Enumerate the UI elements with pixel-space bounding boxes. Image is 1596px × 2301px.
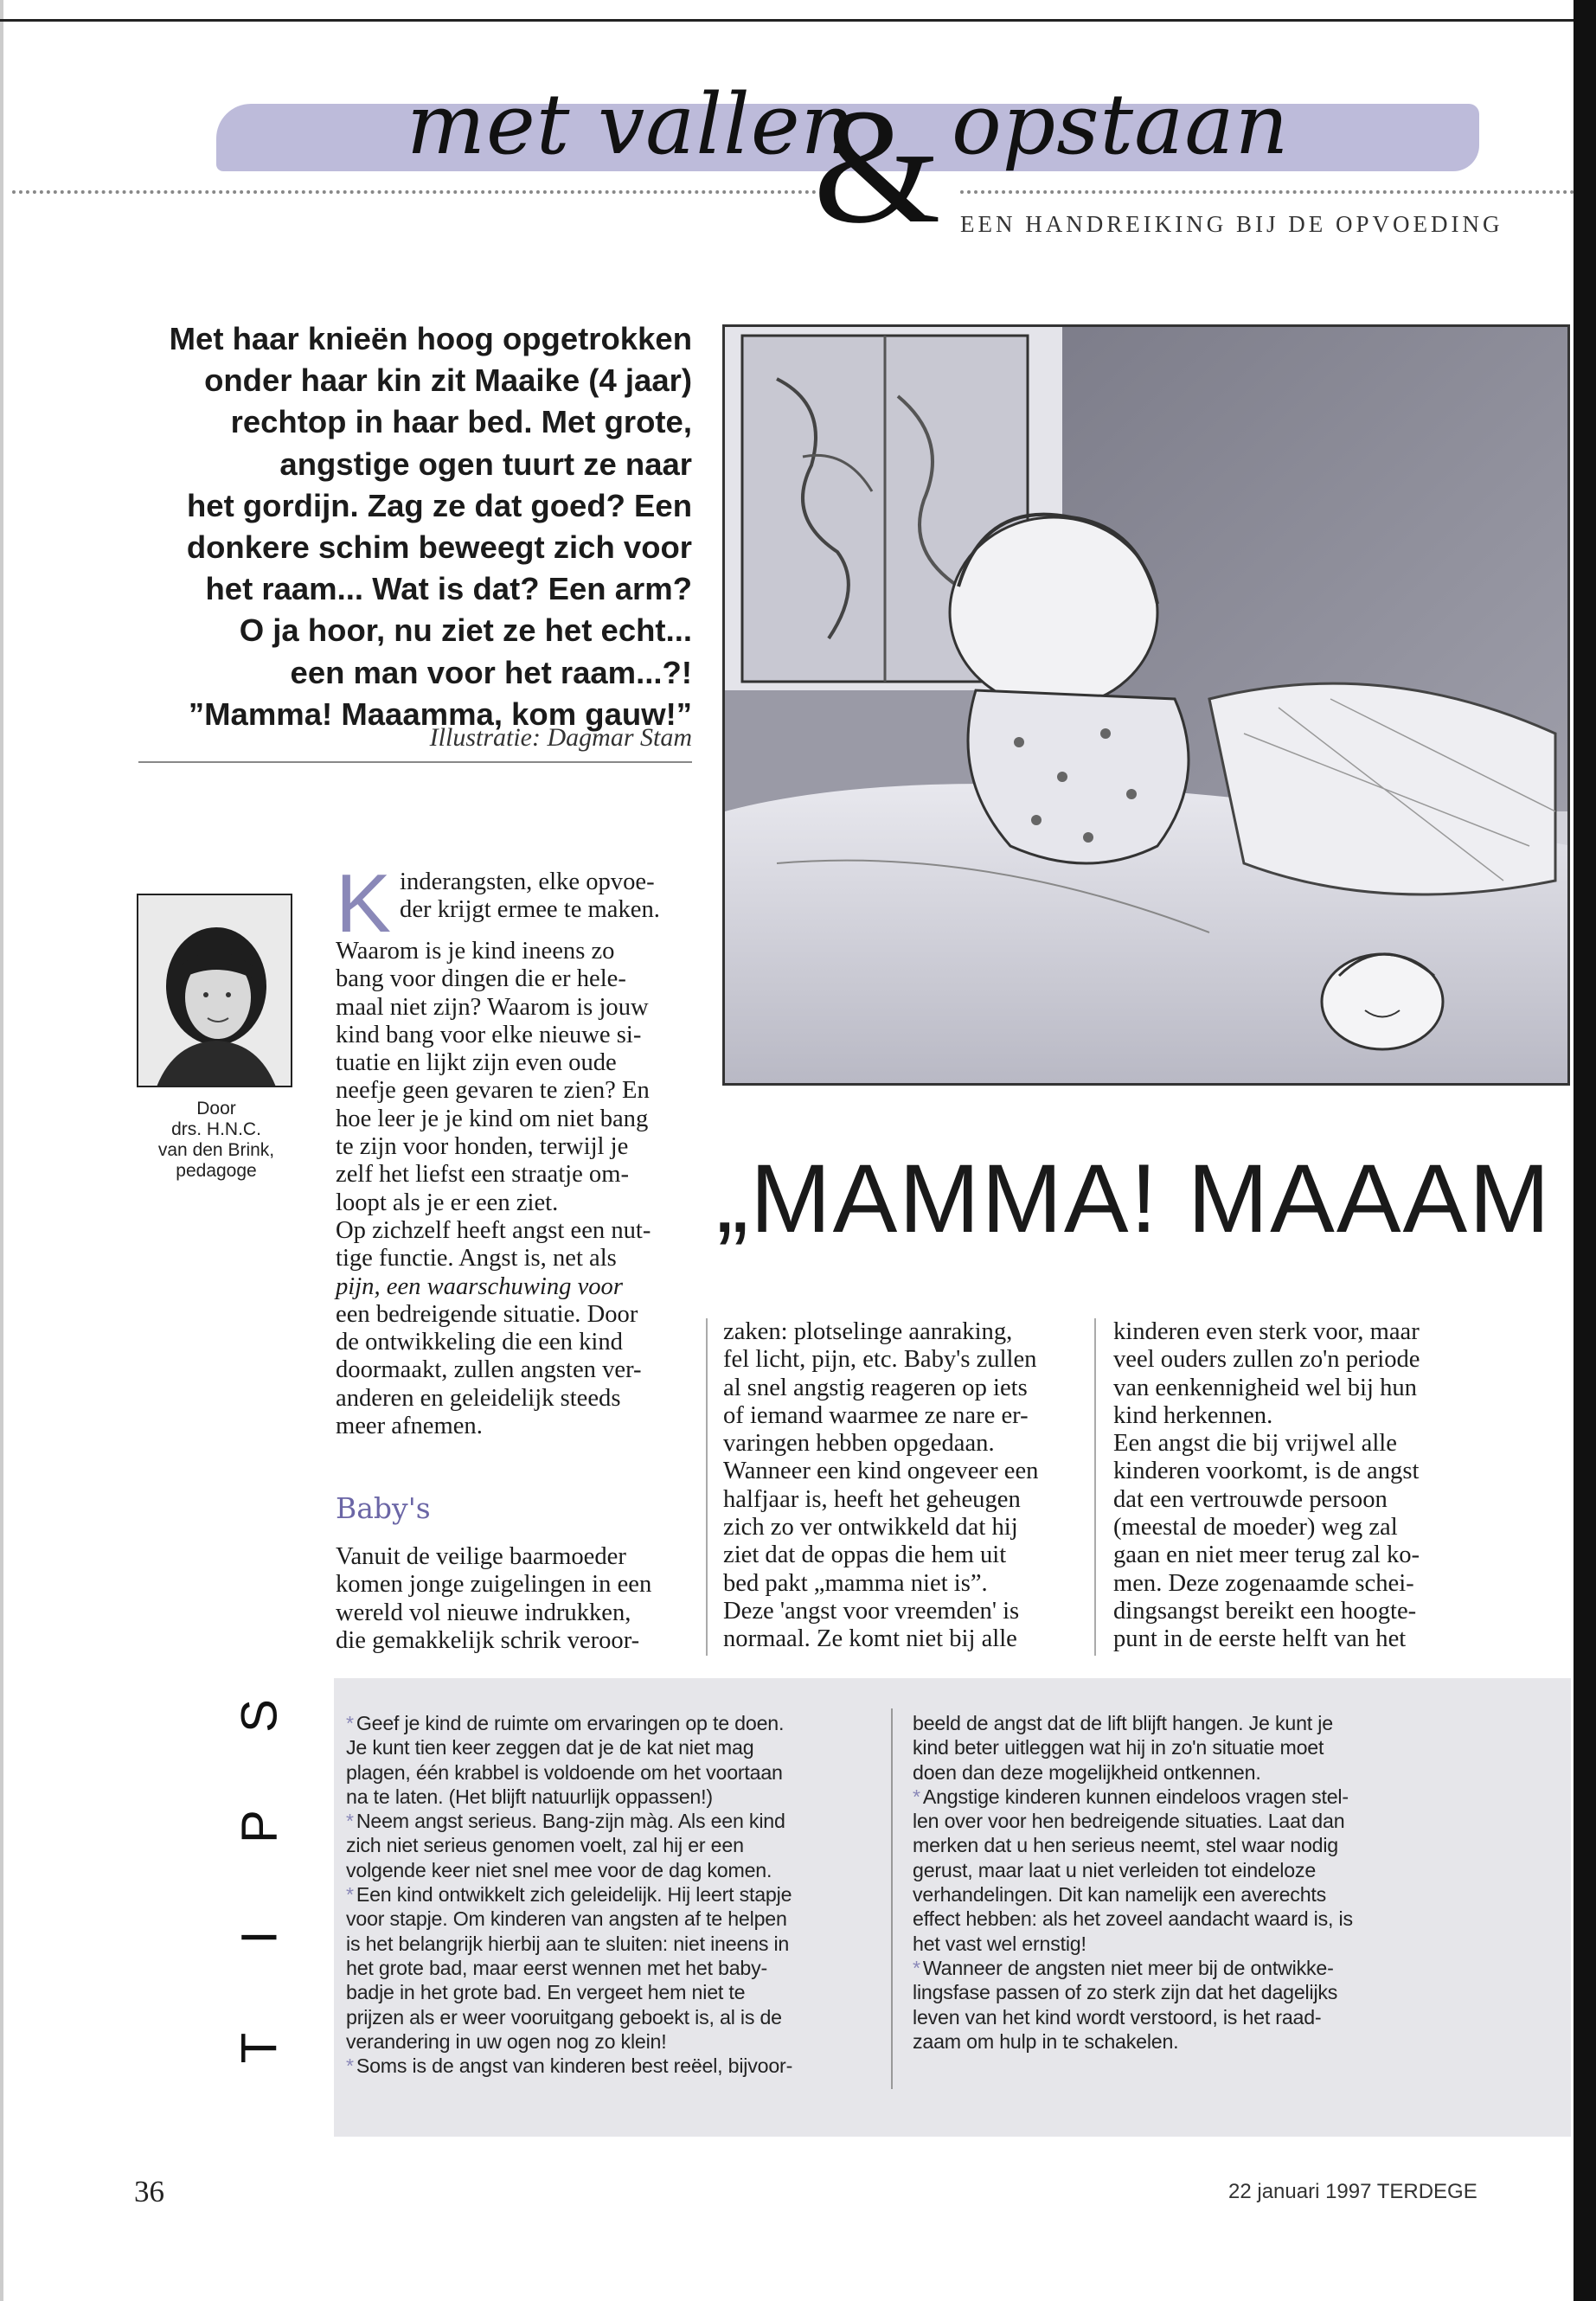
portrait-drawing <box>138 895 292 1087</box>
body-line: pijn, een waarschuwing voor <box>336 1272 623 1300</box>
body-line: punt in de eerste helft van het <box>1113 1625 1407 1653</box>
tips-line <box>913 1956 1397 1980</box>
issue-date: 22 januari 1997 TERDEGE <box>1228 2180 1477 2203</box>
body-line: zich zo ver ontwikkeld dat hij <box>723 1514 1018 1541</box>
header-ampersand: & <box>813 76 941 258</box>
body-line: gaan en niet meer terug zal ko- <box>1113 1541 1420 1569</box>
tips-line: effect hebben: als het zoveel aandacht waard is, is <box>913 1907 1353 1931</box>
tips-line: zich niet serieus genomen voelt, zal hij er een <box>346 1834 744 1857</box>
intro-line: rechtop in haar bed. Met grote, <box>230 404 692 440</box>
body-line: Op zichzelf heeft angst een nut- <box>336 1216 651 1244</box>
tips-letter: T <box>231 2032 288 2064</box>
body-line: kind herkennen. <box>1113 1401 1273 1429</box>
tips-line: doen dan deze mogelijkheid ontkennen. <box>913 1760 1261 1784</box>
body-line: men. Deze zogenaamde schei- <box>1113 1569 1414 1597</box>
tips-line: het vast wel ernstig! <box>913 1932 1086 1955</box>
bullet-star-icon: * <box>913 1785 920 1808</box>
intro-line: Met haar knieën hoog opgetrokken <box>169 321 692 356</box>
intro-text <box>104 318 692 735</box>
tips-line <box>346 1882 886 1907</box>
body-line: meer afnemen. <box>336 1413 483 1440</box>
body-line: de ontwikkeling die een kind <box>336 1329 623 1356</box>
header-dotted-rule-right <box>960 190 1574 194</box>
tips-line <box>913 1785 1397 1809</box>
intro-line: het raam... Wat is dat? Een arm? <box>205 571 692 607</box>
body-line: al snel angstig reageren op iets <box>723 1374 1028 1401</box>
body-line: wereld vol nieuwe indrukken, <box>336 1599 631 1626</box>
body-line: of iemand waarmee ze nare er- <box>723 1401 1029 1429</box>
header-title-left: met vallen <box>407 76 856 173</box>
page-number: 36 <box>134 2175 164 2208</box>
tips-line: verhandelingen. Dit kan namelijk een averechts <box>913 1883 1327 1907</box>
tips-column-divider <box>891 1708 893 2089</box>
tips-line: volgende keer niet snel mee voor de dag komen. <box>346 1858 772 1881</box>
body-line: kind bang voor elke nieuwe si- <box>336 1021 642 1048</box>
bullet-star-icon: * <box>913 1956 920 1979</box>
byline <box>130 1099 303 1182</box>
author-portrait <box>137 894 292 1087</box>
intro-line: O ja hoor, nu ziet ze het echt... <box>239 612 692 649</box>
body-line: (meestal de moeder) weg zal <box>1113 1514 1398 1541</box>
intro-line: een man voor het raam...?! <box>290 654 692 690</box>
tips-line: lingsfase passen of zo sterk zijn dat het dagelijks <box>913 1981 1338 2004</box>
body-line: kinderen even sterk voor, maar <box>1113 1318 1420 1345</box>
body-line: doormaakt, zullen angsten ver- <box>336 1356 642 1384</box>
tips-line: verandering in uw ogen nog zo klein! <box>346 2029 667 2053</box>
illustration-child-in-bed <box>722 324 1570 1086</box>
tips-letter: P <box>231 1810 288 1843</box>
tips-column-1 <box>346 1711 886 2078</box>
article-column-3 <box>1113 1318 1459 1654</box>
page-right-edge <box>1574 0 1596 2301</box>
tips-line <box>346 1809 886 1833</box>
tips-line: kind beter uitleggen wat hij in zo'n situatie moet <box>913 1736 1324 1759</box>
illustration-drawing <box>725 327 1570 1086</box>
body-line: tige functie. Angst is, net als <box>336 1245 617 1272</box>
body-line: zaken: plotselinge aanraking, <box>723 1318 1013 1345</box>
tips-line: plagen, één krabbel is voldoende om het voortaan <box>346 1760 783 1784</box>
tip-text: Neem angst serieus. Bang-zijn màg. Als een kind <box>356 1810 785 1833</box>
tips-label <box>231 1687 288 2119</box>
body-line: tuatie en lijkt zijn even oude <box>336 1049 617 1077</box>
tips-line: na te laten. (Het blijft natuurlijk oppassen!) <box>346 1785 713 1808</box>
tips-line <box>346 1711 886 1735</box>
header-title-right: opstaan <box>952 76 1290 173</box>
tips-letter: S <box>231 1699 288 1733</box>
intro-line: angstige ogen tuurt ze naar <box>279 445 692 482</box>
header-subtitle: EEN HANDREIKING BIJ DE OPVOEDING <box>960 211 1503 237</box>
body-line: een bedreigende situatie. Door <box>336 1300 638 1328</box>
intro-line: onder haar kin zit Maaike (4 jaar) <box>204 362 692 399</box>
body-line: Wanneer een kind ongeveer een <box>723 1458 1039 1485</box>
intro-line: ”Mamma! Maaamma, kom gauw!” <box>188 695 692 732</box>
body-line: die gemakkelijk schrik veroor- <box>336 1626 640 1654</box>
header-dotted-rule-left <box>12 190 817 194</box>
body-line: Vanuit de veilige baarmoeder <box>336 1543 626 1570</box>
tips-line: len over voor hen bedreigende situaties. Laat dan <box>913 1810 1345 1833</box>
tip-text: Soms is de angst van kinderen best reëel, bijvoor- <box>356 2054 793 2078</box>
body-line: varingen hebben opgedaan. <box>723 1430 995 1458</box>
intro-line: het gordijn. Zag ze dat goed? Een <box>186 487 692 523</box>
tips-line: leven van het kind wordt verstoord, is het raad- <box>913 2005 1322 2029</box>
byline-line: drs. H.N.C. <box>171 1119 261 1139</box>
body-line: dingsangst bereikt een hoogte- <box>1113 1597 1417 1625</box>
body-line: komen jonge zuigelingen in een <box>336 1571 652 1599</box>
column-divider <box>1094 1318 1096 1656</box>
tips-line: badje in het grote bad. En vergeet hem niet te <box>346 1981 746 2004</box>
body-line: Een angst die bij vrijwel alle <box>1113 1430 1397 1458</box>
body-line: der krijgt ermee te maken. <box>400 896 660 924</box>
intro-rule <box>138 761 692 763</box>
tips-letter: I <box>231 1930 288 1945</box>
bullet-star-icon: * <box>346 1810 354 1833</box>
tips-line: beeld de angst dat de lift blijft hangen. Je kunt je <box>913 1712 1333 1734</box>
tips-line: het grote bad, maar eerst wennen met het baby- <box>346 1956 768 1979</box>
article-headline: „MAMMA! MAAAM <box>716 1144 1552 1253</box>
body-line: dat een vertrouwde persoon <box>1113 1485 1388 1513</box>
body-line: te zijn voor honden, terwijl je <box>336 1133 629 1161</box>
body-line: fel licht, pijn, etc. Baby's zullen <box>723 1346 1037 1374</box>
column-divider <box>706 1318 708 1656</box>
article-column-1 <box>336 857 690 1440</box>
top-border <box>0 19 1596 22</box>
body-line: bang voor dingen die er hele- <box>336 965 626 993</box>
body-line: ziet dat de oppas die hem uit <box>723 1541 1007 1569</box>
body-line: zelf het liefst een straatje om- <box>336 1161 629 1189</box>
byline-line: van den Brink, <box>157 1140 275 1160</box>
body-line: anderen en geleidelijk steeds <box>336 1384 621 1412</box>
tip-text: Wanneer de angsten niet meer bij de ontwikke- <box>922 1956 1334 1979</box>
body-line: veel ouders zullen zo'n periode <box>1113 1346 1420 1374</box>
tips-column-2 <box>913 1711 1397 2054</box>
article-column-2 <box>723 1318 1086 1654</box>
tips-line: voor stapje. Om kinderen van angsten af te helpen <box>346 1907 787 1931</box>
body-line: normaal. Ze komt niet bij alle <box>723 1625 1017 1653</box>
tips-line: gerust, maar laat u niet verleiden tot eindeloze <box>913 1858 1317 1881</box>
body-line: maal niet zijn? Waarom is jouw <box>336 993 649 1021</box>
subhead-babys: Baby's <box>336 1491 431 1525</box>
bullet-star-icon: * <box>346 2054 354 2078</box>
body-line: loopt als je er een ziet. <box>336 1189 559 1216</box>
body-line: Waarom is je kind ineens zo <box>336 938 615 965</box>
tip-text: Angstige kinderen kunnen eindeloos vragen stel- <box>922 1785 1349 1808</box>
article-column-1-babys <box>336 1543 690 1655</box>
byline-line: pedagoge <box>176 1161 257 1181</box>
byline-line: Door <box>196 1099 236 1118</box>
tips-line: zaam om hulp in te schakelen. <box>913 2029 1179 2053</box>
body-line: van eenkennigheid wel bij hun <box>1113 1374 1417 1401</box>
bullet-star-icon: * <box>346 1712 354 1734</box>
tip-text: Een kind ontwikkelt zich geleidelijk. Hij leert stapje <box>356 1883 792 1907</box>
body-line: hoe leer je je kind om niet bang <box>336 1105 649 1132</box>
tips-line: merken dat u hen serieus neemt, stel waar nodig <box>913 1834 1338 1857</box>
tips-line <box>346 2054 886 2078</box>
body-line: halfjaar is, heeft het geheugen <box>723 1485 1021 1513</box>
body-line: neefje geen gevaren te zien? En <box>336 1077 650 1105</box>
body-line: Deze 'angst voor vreemden' is <box>723 1597 1020 1625</box>
intro-line: donkere schim beweegt zich voor <box>186 529 692 566</box>
tips-line: Je kunt tien keer zeggen dat je de kat niet mag <box>346 1736 754 1759</box>
tips-line: is het belangrijk hierbij aan te sluiten: niet ineens in <box>346 1932 790 1955</box>
tips-line: prijzen als er weer vooruitgang geboekt is, al is de <box>346 2005 782 2029</box>
page-left-edge <box>0 0 3 2301</box>
illustration-credit: Illustratie: Dagmar Stam <box>429 723 692 752</box>
tip-text: Geef je kind de ruimte om ervaringen op te doen. <box>356 1712 785 1734</box>
drop-cap: K <box>336 857 392 950</box>
body-line: inderangsten, elke opvoe- <box>400 868 655 895</box>
body-line: kinderen voorkomt, is de angst <box>1113 1458 1420 1485</box>
bullet-star-icon: * <box>346 1883 354 1907</box>
body-line: bed pakt „mamma niet is”. <box>723 1569 988 1597</box>
